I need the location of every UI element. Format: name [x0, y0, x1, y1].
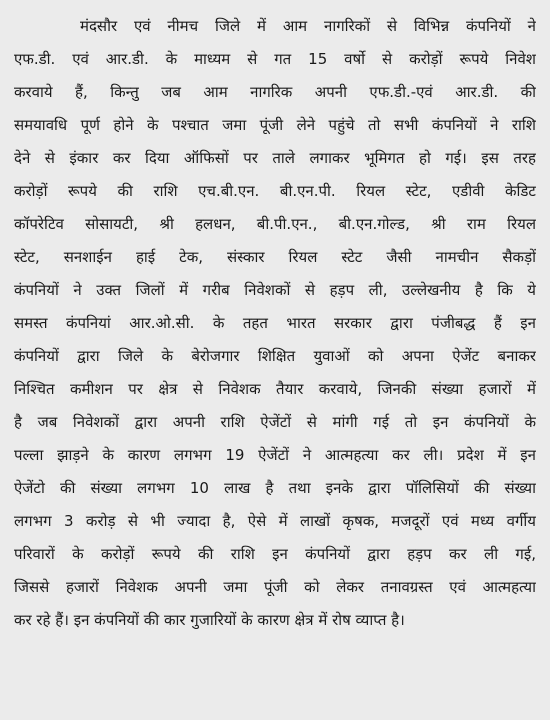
text-line: कंपनियों ने उक्त जिलों में गरीब निवेशकों से हड़प ली, उल्लेखनीय है कि ये [14, 281, 536, 299]
text-line: पल्ला झाड़ने के कारण लगभग 19 ऐजेंटों ने आत्महत्या कर ली। प्रदेश में इन [14, 446, 536, 464]
text-line: देने से इंकार कर दिया ऑफिसों पर ताले लगाकर भूमिगत हो गई। इस तरह [14, 149, 536, 167]
text-line: करवाये हैं, किन्तु जब आम नागरिक अपनी एफ.डी.-एवं आर.डी. की [14, 83, 536, 101]
text-line: कंपनियों द्वारा जिले के बेरोजगार शिक्षित युवाओं को अपना ऐजेंट बनाकर [14, 347, 536, 365]
text-line: एफ.डी. एवं आर.डी. के माध्यम से गत 15 वर्षो से करोड़ों रूपये निवेश [14, 50, 536, 68]
text-line: कर रहे हैं। इन कंपनियों की कार गुजारियों के कारण क्षेत्र में रोष व्याप्त है। [14, 611, 405, 629]
text-line: करोड़ों रूपये की राशि एच.बी.एन. बी.एन.पी. रियल स्टेट, एडीवी केडिट [14, 182, 536, 200]
text-line: ऐजेंटो की संख्या लगभग 10 लाख है तथा इनके द्वारा पॉलिसियों की संख्या [14, 479, 536, 497]
text-line: समयावधि पूर्ण होने के पश्चात जमा पूंजी लेने पहुंचे तो सभी कंपनियों ने राशि [14, 116, 536, 134]
text-line: कॉपरेटिव सोसायटी, श्री हलधन, बी.पी.एन., बी.एन.गोल्ड, श्री राम रियल [14, 215, 536, 233]
text-line: है जब निवेशकों द्वारा अपनी राशि ऐजेंटों से मांगी गई तो इन कंपनियों के [14, 413, 536, 431]
text-line: समस्त कंपनियां आर.ओ.सी. के तहत भारत सरकार द्वारा पंजीबद्ध हैं इन [14, 314, 536, 332]
text-line: मंदसौर एवं नीमच जिले में आम नागरिकों से विभिन्न कंपनियों ने [80, 17, 536, 35]
body-paragraph [14, 10, 536, 637]
text-line: स्टेट, सनशाईन हाई टेक, संस्कार रियल स्टेट जैसी नामचीन सैकड़ों [14, 248, 536, 266]
text-line: निश्चित कमीशन पर क्षेत्र से निवेशक तैयार करवाये, जिनकी संख्या हजारों में [14, 380, 536, 398]
text-line: जिससे हजारों निवेशक अपनी जमा पूंजी को लेकर तनावग्रस्त एवं आत्महत्या [14, 578, 536, 596]
text-line: परिवारों के करोड़ों रूपये की राशि इन कंपनियों द्वारा हड़प कर ली गई, [14, 545, 536, 563]
text-line: लगभग 3 करोड़ से भी ज्यादा है, ऐसे में लाखों कृषक, मजदूरों एवं मध्य वर्गीय [14, 512, 536, 530]
